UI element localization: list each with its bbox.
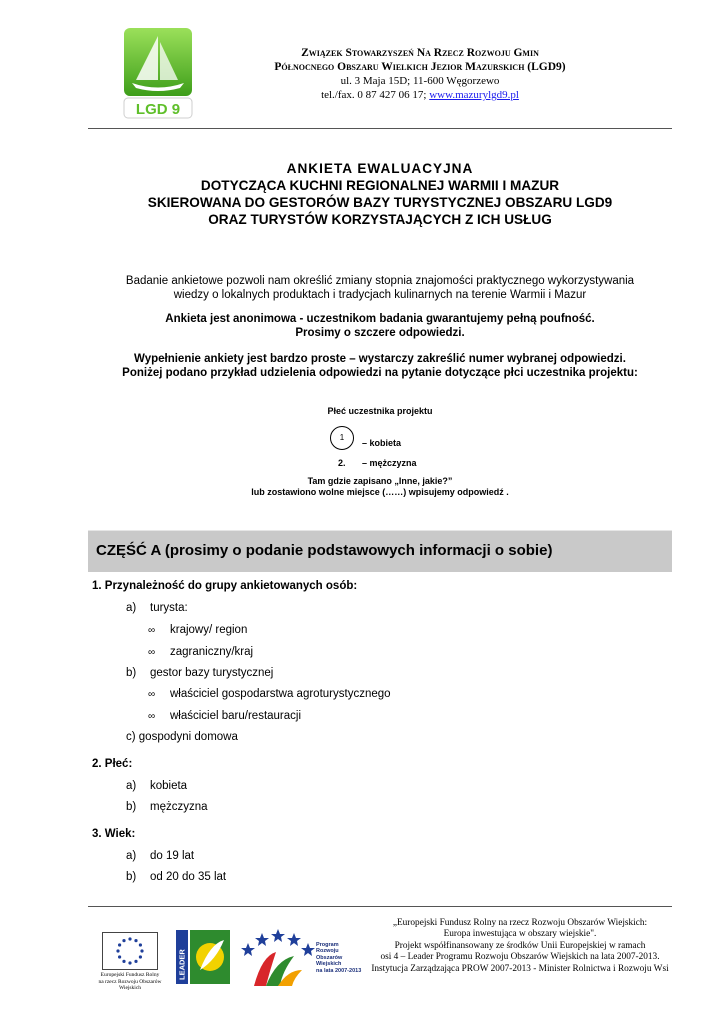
q3-b-text: od 20 do 35 lat	[150, 871, 227, 883]
eu-caption	[88, 972, 172, 992]
q1-b-option-1-text: właściciel gospodarstwa agroturystycznego	[170, 688, 391, 700]
eu-flag-icon	[102, 932, 158, 970]
footer-divider	[88, 906, 672, 907]
org-contact	[230, 88, 610, 102]
prow-line5: na lata 2007-2013	[316, 967, 362, 974]
q1-a-option-2[interactable]	[148, 646, 253, 658]
q3-answer-b[interactable]	[126, 871, 226, 883]
title-line3: SKIEROWANA DO GESTORÓW BAZY TURYSTYCZNEJ OBSZARU LGD9	[147, 195, 613, 210]
website-link[interactable]: www.mazurylgd9.pl	[429, 89, 519, 101]
q3-answer-a[interactable]	[126, 850, 194, 862]
instructions	[88, 352, 672, 380]
title-line1: ANKIETA EWALUACYJNA	[286, 161, 474, 176]
anonymity-line1: Ankieta jest anonimowa - uczestnikom badania gwarantujemy pełną poufność.	[165, 313, 595, 325]
infinity-bullet-icon: ∞	[148, 647, 156, 658]
lgd9-logo	[122, 28, 194, 120]
q2-b-text: mężczyzna	[150, 801, 208, 813]
q2-answer-b[interactable]	[126, 801, 208, 813]
phone-fax: tel./fax. 0 87 427 06 17;	[321, 89, 430, 101]
eu-caption-line2: na rzecz Rozwoju Obszarów Wiejskich	[98, 978, 162, 991]
q1-a-text: turysta:	[150, 602, 188, 614]
instructions-line1: Wypełnienie ankiety jest bardzo proste – wystarczy zakreślić numer wybranej odpowiedzi.	[134, 353, 626, 365]
q1-b-marker: b)	[126, 667, 137, 679]
q1-b-option-1[interactable]	[148, 688, 391, 700]
footer-line5: Instytucja Zarządzająca PROW 2007-2013 - Minister Rolnictwa i Rozwoju Wsi	[371, 963, 669, 974]
q2-a-text: kobieta	[150, 780, 188, 792]
footer-line1: „Europejski Fundusz Rolny na rzecz Rozwoju Obszarów Wiejskich:	[392, 918, 648, 928]
example-option-2-num: 2.	[338, 458, 346, 468]
survey-title	[88, 160, 672, 228]
org-header	[230, 46, 610, 102]
infinity-bullet-icon: ∞	[148, 625, 156, 636]
prow-line4: Wiejskich	[316, 961, 342, 968]
intro-line2: wiedzy o lokalnych produktach i tradycjach kulinarnych na terenie Warmii i Mazur	[173, 289, 587, 301]
q1-answer-b[interactable]	[126, 667, 273, 679]
prow-line2: Rozwoju	[316, 948, 339, 955]
q2-b-marker: b)	[126, 801, 137, 813]
question-3: 3. Wiek:	[92, 828, 136, 840]
section-a-title: CZĘŚĆ A (prosimy o podanie podstawowych informacji o sobie)	[96, 542, 553, 559]
eu-caption-line1: Europejski Fundusz Rolny	[100, 972, 160, 978]
q1-b-text: gestor bazy turystycznej	[150, 667, 274, 679]
leader-text: LEADER	[177, 949, 187, 980]
q1-a-option-2-text: zagraniczny/kraj	[170, 646, 254, 658]
anonymity-note	[88, 312, 672, 340]
footer-funding-note	[355, 918, 685, 975]
example-circled-answer: 1	[330, 426, 354, 450]
intro-line1: Badanie ankietowe pozwoli nam określić zmiany stopnia znajomości praktycznego wykorzystywania	[125, 275, 635, 287]
question-1: 1. Przynależność do grupy ankietowanych osób:	[92, 580, 358, 592]
leader-logo-icon	[176, 930, 230, 984]
q3-a-text: do 19 lat	[150, 850, 195, 862]
footer-line2: Europa inwestująca w obszary wiejskie".	[443, 929, 597, 940]
example-question: Płeć uczestnika projektu	[327, 406, 433, 416]
q1-a-marker: a)	[126, 602, 137, 614]
anonymity-line2: Prosimy o szczere odpowiedzi.	[295, 327, 465, 339]
title-line2: DOTYCZĄCA KUCHNI REGIONALNEJ WARMII I MAZUR	[200, 178, 560, 193]
q1-answer-a[interactable]	[126, 602, 188, 614]
org-name-line2: Północnego Obszaru Wielkich Jezior Mazurskich (LGD9)	[274, 61, 566, 73]
prow-line1: Program	[316, 942, 339, 948]
q1-a-option-1[interactable]	[148, 624, 247, 636]
q2-answer-a[interactable]	[126, 780, 187, 792]
q1-a-option-1-text: krajowy/ region	[170, 624, 248, 636]
infinity-bullet-icon: ∞	[148, 711, 156, 722]
example-option-2: – mężczyzna	[362, 458, 417, 468]
org-address: ul. 3 Maja 15D; 11-600 Węgorzewo	[340, 75, 500, 87]
example-note-line1: Tam gdzie zapisano „Inne, jakie?”	[307, 476, 453, 486]
title-line4: ORAZ TURYSTÓW KORZYSTAJĄCYCH Z ICH USŁUG	[208, 212, 552, 227]
intro-paragraph	[88, 274, 672, 302]
org-name-line1: Związek Stowarzyszeń Na Rzecz Rozwoju Gmin	[301, 47, 539, 59]
q1-answer-c[interactable]: c) gospodyni domowa	[126, 731, 238, 743]
q1-b-option-2[interactable]	[148, 710, 301, 722]
prow-line3: Obszarów	[316, 954, 343, 961]
q3-b-marker: b)	[126, 871, 137, 883]
header-divider	[88, 128, 672, 129]
example-option-1: – kobieta	[362, 438, 402, 448]
instructions-line2: Poniżej podano przykład udzielenia odpowiedzi na pytanie dotyczące płci uczestnika projektu:	[122, 367, 638, 379]
footer-line3: Projekt współfinansowany ze środków Unii Europejskiej w ramach	[394, 940, 646, 951]
footer-line4: osi 4 – Leader Programu Rozwoju Obszarów Wiejskich na lata 2007-2013.	[380, 952, 660, 963]
q1-b-option-2-text: właściciel baru/restauracji	[170, 710, 302, 722]
example-note-line2: lub zostawiono wolne miejsce (……) wpisujemy odpowiedź .	[251, 487, 509, 497]
logo-text: LGD 9	[135, 101, 181, 118]
example-note	[88, 476, 672, 498]
section-a-header	[88, 530, 672, 572]
question-2: 2. Płeć:	[92, 758, 133, 770]
q3-a-marker: a)	[126, 850, 137, 862]
q2-a-marker: a)	[126, 780, 137, 792]
infinity-bullet-icon: ∞	[148, 689, 156, 700]
